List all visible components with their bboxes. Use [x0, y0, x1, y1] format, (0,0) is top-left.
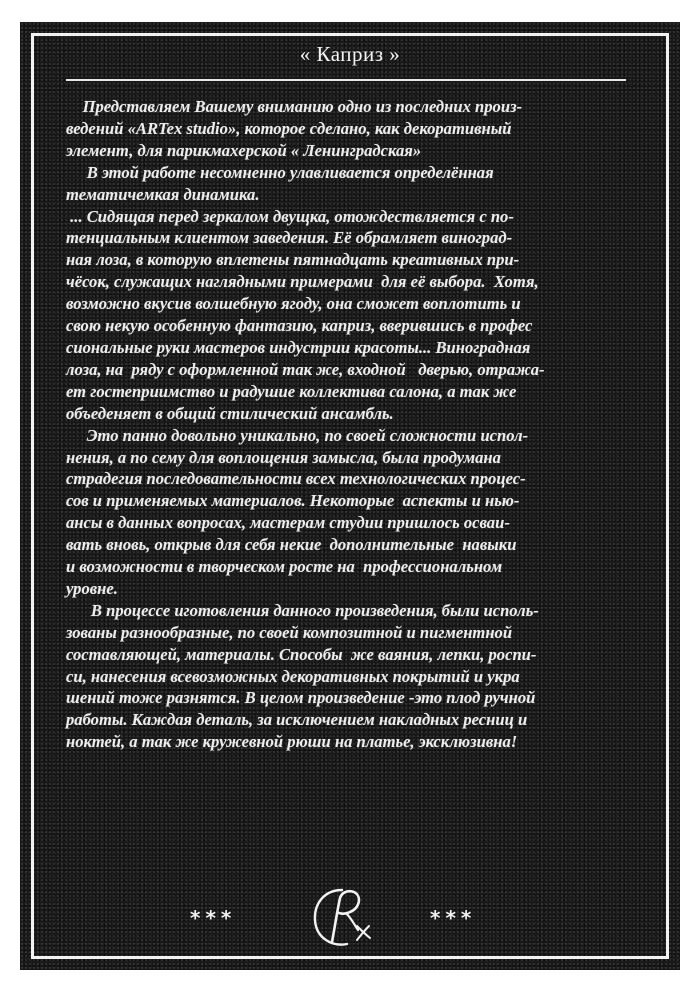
text-line: нения, а по сему для воплощения замысла, была продумана: [66, 447, 501, 467]
text-line: страдегия последовательности всех технологических процес-: [66, 469, 526, 489]
text-line: сов и применяемых материалов. Некоторые аспекты и нью-: [66, 491, 520, 511]
text-line: возможно вкусив волшебную ягоду, она сможет воплотить и: [66, 294, 521, 314]
document-title: « Каприз »: [299, 42, 401, 66]
text-line: работы. Каждая деталь, за исключением накладных ресниц и: [66, 710, 528, 730]
text-line: ведений «ARTex studio», которое сделано, как декоративный: [66, 118, 512, 138]
text-line: вать вновь, открыв для себя некие дополнительные навыки: [66, 535, 517, 555]
monogram-logo-icon: [302, 884, 382, 954]
text-line: ноктей, а так же кружевной рюши на платье, эксклюзивна!: [66, 732, 518, 752]
text-line: и возможности в творческом росте на профессиональном: [66, 557, 503, 577]
text-line: В процессе иготовления данного произведения, были исполь-: [66, 600, 539, 620]
text-line: уровне.: [66, 578, 118, 598]
text-line: Представляем Вашему вниманию одно из последних произ-: [66, 97, 523, 116]
text-line: зованы разнообразные, по своей композитной и пигментной: [66, 622, 513, 642]
text-line: си, нанесения всевозможных декоративных покрытий и укра: [66, 666, 520, 686]
body-text: [66, 96, 646, 753]
text-line: ансы в данных вопросах, мастерам студии пришлось осваи-: [66, 513, 510, 533]
text-line: элемент, для парикмахерской « Ленинградская»: [66, 140, 422, 160]
stars-left: ***: [190, 906, 237, 930]
text-line: тенциальным клиентом заведения. Её обрамляет виноград-: [66, 228, 513, 248]
text-line: ... Сидящая перед зеркалом двущка, отождествляется с по-: [66, 206, 514, 226]
text-line: Это панно довольно уникально, по своей сложности испол-: [66, 425, 529, 445]
text-line: шений тоже разнятся. В целом произведение -это плод ручной: [66, 688, 536, 708]
text-line: объеденяет в общий стилический ансамбль.: [66, 403, 394, 423]
text-line: тематичемкая динамика.: [66, 184, 260, 204]
text-line: ет гостеприимство и радушие коллектива салона, а так же: [66, 381, 517, 401]
title-underline: [66, 79, 626, 81]
text-line: В этой работе несомненно улавливается определённая: [66, 162, 494, 182]
text-line: ная лоза, в которую вплетены пятнадцать креативных при-: [66, 250, 520, 270]
text-line: сиональные руки мастеров индустрии красоты... Виноградная: [66, 337, 531, 357]
text-line: чёсок, служащих наглядными примерами для её выбора. Хотя,: [66, 272, 539, 292]
dark-textured-panel: [20, 22, 680, 970]
text-line: составляющей, материалы. Способы же ваяния, лепки, роспи-: [66, 644, 537, 664]
text-line: свою некую особенную фантазию, каприз, вверившись в профес: [66, 316, 533, 336]
stars-right: ***: [430, 906, 477, 930]
text-line: лоза, на ряду с оформленной так же, входной дверью, отража-: [66, 359, 545, 379]
footer: [20, 884, 680, 954]
